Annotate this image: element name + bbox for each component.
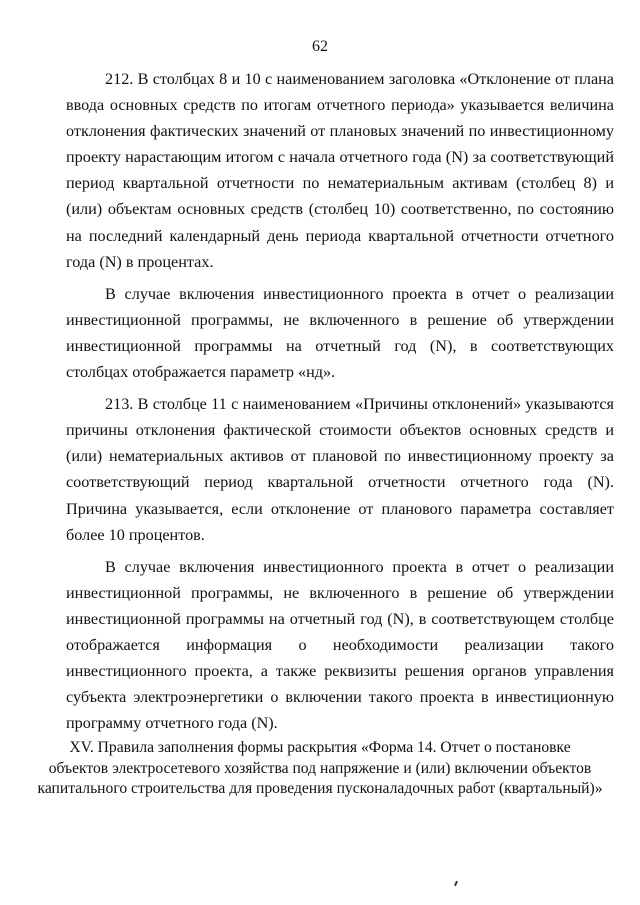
body-text (66, 66, 614, 742)
scan-artifact-mark (454, 881, 458, 886)
section-heading-line-2: объектов электросетевого хозяйства под напряжение и (или) включении объектов (48, 759, 592, 777)
paragraph-212-note: В случае включения инвестиционного проекта в отчет о реализации инвестиционной программы, не включенного в решение об утверждении инвестиционной программы на отчетный год (N), в соответствующих столбцах отображается параметр «нд». (66, 284, 614, 382)
section-heading (0, 738, 640, 800)
paragraph-212: 212. В столбцах 8 и 10 с наименованием заголовка «Отклонение от плана ввода основных средств по итогам отчетного периода» указывается величина отклонения фактических значений от плановых значений по инвестиционному проекту нарастающим итогом с начала отчетного года (N) за соответствующий период квартальной отчетности по нематериальным активам (столбец 8) и (или) объектам основных средств (столбец 10) соответственно, по состоянию на последний календарный день периода квартальной отчетности отчетного года (N) в процентах. (66, 70, 614, 271)
paragraph-213-note: В случае включения инвестиционного проекта в отчет о реализации инвестиционной программы, не включенного в решение об утверждении инвестиционной программы на отчетный год (N), в соответствующем столбце отображается информация о необходимости реализации такого инвестиционного проекта, а также реквизиты решения органов управления субъекта электроэнергетики о включении такого проекта в инвестиционную программу отчетного года (N). (66, 557, 614, 733)
section-heading-line-3: капитального строительства для проведения пусконаладочных работ (квартальный)» (37, 780, 603, 797)
paragraph-213: 213. В столбце 11 с наименованием «Причины отклонений» указываются причины отклонения фактической стоимости объектов основных средств и (или) нематериальных активов от плановой по инвестиционному проекту за соответствующий период квартальной отчетности отчетного года (N). Причина указывается, если отклонение от планового параметра составляет более 10 процентов. (66, 395, 614, 544)
section-heading-line-1: XV. Правила заполнения формы раскрытия «Форма 14. Отчет о постановке (69, 739, 571, 756)
page-number: 62 (312, 38, 328, 55)
